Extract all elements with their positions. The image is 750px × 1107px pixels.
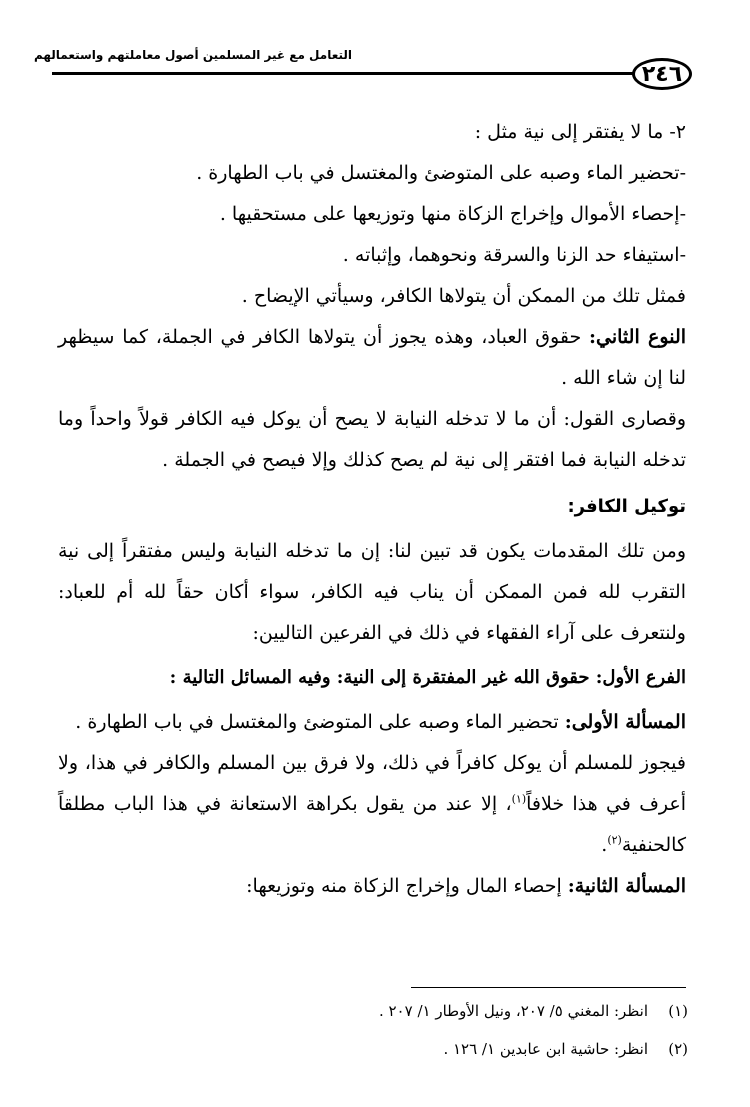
allowed-text-b: ، إلا عند من يقول بكراهة الاستعانة في هذا الباب مطلقاً كالحنفية [58, 793, 686, 856]
footnote-number: (١) [668, 1002, 688, 1020]
issue-two-label: المسألة الثانية: [567, 875, 686, 897]
paragraph-intro: ومن تلك المقدمات يكون قد تبين لنا: إن ما تدخله النيابة وليس مفتقراً إلى نية التقرب لله فمن الممكن أن يناب فيه الكافر، سواء أكان حقاً لله أم للعباد: ولنتعرف على آراء الفقهاء في ذلك في الفرعين التاليين: [58, 540, 686, 644]
header-rule [52, 72, 634, 75]
issue-one-text: تحضير الماء وصبه على المتوضئ والمغتسل في باب الطهارة . [75, 711, 559, 733]
footnote-text: انظر: المغني ٥/ ٢٠٧، ونيل الأوطار ١/ ٢٠٧ . [378, 1002, 648, 1020]
page-header [33, 48, 692, 98]
branch-one-heading: الفرع الأول: حقوق الله غير المفتقرة إلى النية: وفيه المسائل التالية : [169, 667, 686, 688]
footnote-2 [68, 1030, 688, 1068]
paragraph-allowed [58, 743, 686, 866]
bullet-zakat: -إحصاء الأموال وإخراج الزكاة منها وتوزيعها على مستحقيها . [219, 203, 686, 225]
list-item-2: ٢- ما لا يفتقر إلى نية مثل : [474, 121, 686, 143]
paragraph-summary: وقصارى القول: أن ما لا تدخله النيابة لا يصح أن يوكل فيه الكافر قولاً واحداً وما تدخله النيابة فما افتقر إلى نية لم يصح كذلك وإلا فيصح في الجملة . [58, 408, 686, 471]
paragraph-type-two [58, 317, 686, 399]
main-text [58, 112, 686, 907]
issue-one-label: المسألة الأولى: [564, 711, 686, 733]
paragraph-issue-two [58, 866, 686, 907]
footnotes [68, 992, 688, 1068]
footnote-number: (٢) [668, 1040, 688, 1058]
type-two-label: النوع الثاني: [589, 326, 687, 348]
footnote-ref-2[interactable]: (٢) [607, 833, 622, 847]
page-number: ٢٤٦ [632, 58, 692, 90]
bullet-water: -تحضير الماء وصبه على المتوضئ والمغتسل في باب الطهارة . [196, 162, 686, 184]
running-title: التعامل مع غير المسلمين أصول معاملتهم واستعمالهم [33, 48, 352, 62]
footnote-1 [68, 992, 688, 1030]
type-two-text: حقوق العباد، وهذه يجوز أن يتولاها الكافر في الجملة، كما سيظهر لنا إن شاء الله . [58, 326, 686, 389]
paragraph-issue-one [58, 702, 686, 743]
allowed-text-a: فيجوز للمسلم أن يوكل كافراً في ذلك، ولا فرق بين المسلم والكافر في هذا، ولا أعرف في هذا خلافاً [58, 752, 686, 815]
section-heading: توكيل الكافر: [567, 496, 686, 517]
paragraph-such: فمثل تلك من الممكن أن يتولاها الكافر، وسيأتي الإيضاح . [241, 285, 686, 307]
issue-two-text: إحصاء المال وإخراج الزكاة منه وتوزيعها: [246, 875, 562, 897]
bullet-hudud: -استيفاء حد الزنا والسرقة ونحوهما، وإثباته . [342, 244, 686, 266]
footnote-separator [411, 987, 686, 988]
footnote-text: انظر: حاشية ابن عابدين ١/ ١٢٦ . [443, 1040, 648, 1058]
footnote-ref-1[interactable]: (١) [511, 792, 527, 806]
allowed-text-end: . [601, 834, 608, 856]
